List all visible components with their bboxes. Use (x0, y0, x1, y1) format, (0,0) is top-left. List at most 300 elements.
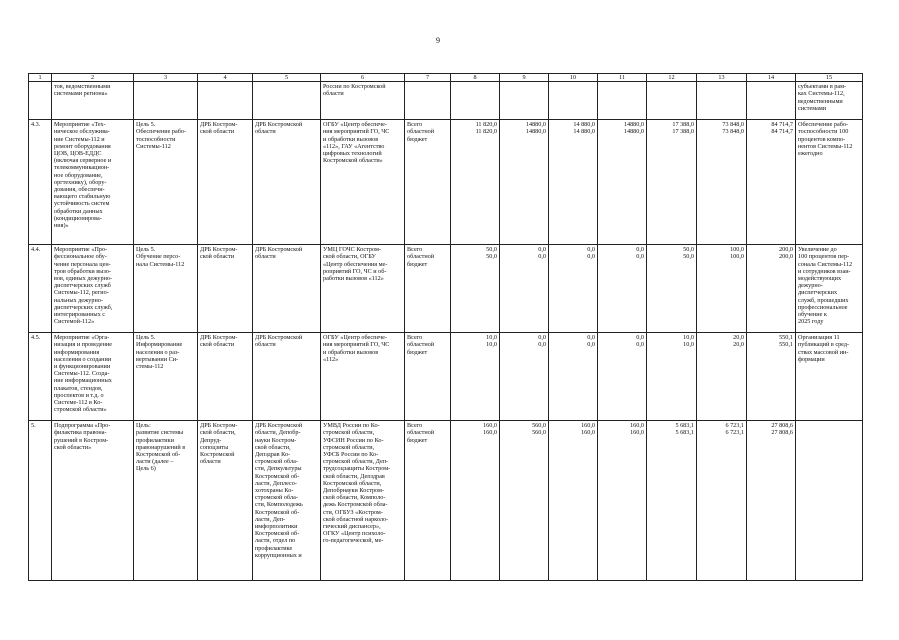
row-id: 4.3. (29, 120, 52, 245)
cell-line: Депруд- (200, 436, 222, 444)
table-row (29, 333, 863, 421)
cell-line: сти, Комполодежь (255, 501, 303, 509)
cell-line: 10,0 (683, 334, 694, 342)
source-cell (405, 82, 451, 120)
cell-line: 0,0 (538, 246, 546, 254)
cell-line: ласти, Деп- (255, 515, 286, 523)
cell-line: областной (407, 253, 435, 261)
value-2025-cell (747, 245, 796, 333)
cell-line: стромской области» (54, 406, 107, 414)
cell-line: хотохраны Ко- (255, 487, 294, 495)
cell-line: ской области, Комполо- (323, 494, 386, 502)
cell-line: публикаций в сред- (798, 341, 850, 349)
cell-line: нальных дежурно- (54, 296, 103, 304)
cell-line: Всего (407, 422, 423, 430)
cell-line: ской областной нарколо- (323, 515, 389, 523)
cell-line: 20,0 (733, 334, 744, 342)
cell-line: 73 848,0 (722, 128, 744, 136)
value-2022-cell (598, 245, 647, 333)
goal-cell (134, 333, 198, 421)
cell-line: плакатов, стендов, (54, 384, 103, 392)
cell-line: 0,0 (538, 253, 546, 261)
cell-line: 160,0 (483, 429, 497, 437)
cell-line: 0,0 (538, 341, 546, 349)
cell-line: ЦОВ, ЦОВ-ЕДДС (54, 150, 102, 158)
cell-line: 10,0 (683, 341, 694, 349)
cell-line: цифровых технологий (323, 150, 382, 158)
cell-line: 14880,0 (525, 121, 546, 129)
cell-line: вающего стабильную (54, 193, 111, 201)
cell-line: области (255, 253, 276, 261)
cell-line: ствах массовой ин- (798, 348, 849, 356)
cell-line: Мероприятие «Тех- (54, 121, 106, 129)
cell-line: 160,0 (630, 422, 644, 430)
column-number: 11 (598, 74, 647, 82)
cell-line: 10,0 (486, 334, 497, 342)
cell-line: 6 723,1 (725, 429, 744, 437)
result-cell (796, 120, 863, 245)
cell-line: УМЦ ГОЧС Костром- (323, 246, 381, 254)
cell-line: Системы-112. Созда- (54, 370, 110, 378)
cell-line: Цель 5. (136, 121, 156, 129)
value-2023-cell (647, 333, 697, 421)
cell-line: 0,0 (636, 253, 644, 261)
cell-line: 5 683,1 (675, 422, 694, 430)
cell-line: 50,0 (486, 246, 497, 254)
cell-line: вов, единых дежурно- (54, 275, 113, 283)
cell-line: 160,0 (630, 429, 644, 437)
value-2024-cell (697, 82, 747, 120)
cell-line: 550,1 (779, 341, 793, 349)
cell-line: и функционировании (54, 363, 111, 371)
cell-line: роприятий ГО, ЧС и об- (323, 267, 387, 275)
cell-line: ремонт оборудования (54, 142, 111, 150)
cell-line: Подпрограмма «Про- (54, 422, 111, 430)
cell-line: 50,0 (683, 253, 694, 261)
cell-line: ласти (далее – (136, 458, 174, 466)
cell-line: профилактики (136, 436, 174, 444)
cell-line: и обработки вызовов (323, 348, 379, 356)
cell-line: обучение к (798, 311, 827, 319)
cell-line: 100,0 (730, 246, 744, 254)
column-number: 9 (500, 74, 549, 82)
column-number: 4 (198, 74, 253, 82)
row-id: 4.5. (29, 333, 52, 421)
cell-line: ской области, (200, 429, 236, 437)
participants-cell (321, 333, 405, 421)
cell-line: «112», ГАУ «Агентство (323, 142, 385, 150)
cell-line: субъектами в рам- (798, 83, 847, 91)
cell-line: Обучение персо- (136, 253, 181, 261)
responsible-cell (198, 82, 253, 120)
cell-line: тов, ведомственными (54, 83, 111, 91)
cell-line: ОГБУ «Центр обеспече- (323, 121, 387, 129)
responsible-cell (198, 333, 253, 421)
cell-line: коррупционных и (255, 551, 302, 559)
cell-line: 14880,0 (623, 128, 644, 136)
column-number: 3 (134, 74, 198, 82)
cell-line: имфорполитики (255, 523, 298, 531)
value-2021-cell (549, 120, 598, 245)
cell-line: системами региона» (54, 90, 108, 98)
value-2023-cell (647, 245, 697, 333)
cell-line: сти, ОГБУЗ «Костром- (323, 508, 383, 516)
row-id: 4.4. (29, 245, 52, 333)
cell-line: стромской обла- (255, 458, 298, 466)
cell-line: ния мероприятий ГО, ЧС (323, 341, 390, 349)
column-number: 2 (52, 74, 134, 82)
participants-cell (321, 120, 405, 245)
cell-line: Цель: (136, 422, 151, 430)
row-id: 5. (29, 421, 52, 581)
responsible-cell (198, 120, 253, 245)
cell-line: 2025 году (798, 318, 824, 326)
cell-line: процентов компо- (798, 135, 846, 143)
value-2025-cell (747, 333, 796, 421)
cell-line: го-педагогической, ме- (323, 537, 384, 545)
cell-line: ведомственными (798, 97, 843, 105)
cell-line: 0,0 (538, 334, 546, 342)
value-2020-cell (500, 120, 549, 245)
value-2022-cell (598, 82, 647, 120)
cell-line: 160,0 (581, 429, 595, 437)
value-2025-cell (747, 82, 796, 120)
cell-line: Костромской об- (255, 472, 300, 480)
cell-line: диспетчерских служб (54, 282, 111, 290)
cell-line: 17 388,0 (672, 121, 694, 129)
cell-line: 11 820,0 (475, 121, 497, 129)
cell-line: 550,1 (779, 334, 793, 342)
cell-line: 73 848,0 (722, 121, 744, 129)
cell-line: правонарушений в (136, 443, 186, 451)
cell-line: 160,0 (581, 422, 595, 430)
cell-line: Системой-112» (54, 318, 95, 326)
cell-line: бюджет (407, 348, 428, 356)
value-2020-cell (500, 421, 549, 581)
cell-line: Обеспечение рабо- (798, 121, 849, 129)
cell-line: области, Депобр- (255, 429, 301, 437)
column-number: 1 (29, 74, 52, 82)
cell-line: Цель 6) (136, 465, 156, 473)
source-cell (405, 333, 451, 421)
cell-line: 200,0 (779, 253, 793, 261)
table-row (29, 421, 863, 581)
cell-line: областной (407, 341, 435, 349)
cell-line: 0,0 (636, 334, 644, 342)
value-2024-cell (697, 120, 747, 245)
cell-line: (включая серверное и (54, 157, 112, 165)
cell-line: Костромской области, (323, 479, 382, 487)
coexecutor-cell (253, 120, 321, 245)
cell-line: ской области (200, 128, 235, 136)
cell-line: 11 820,0 (475, 128, 497, 136)
column-number: 10 (549, 74, 598, 82)
value-2022-cell (598, 421, 647, 581)
cell-line: 14880,0 (525, 128, 546, 136)
cell-line: ДРБ Костромской (255, 246, 303, 254)
cell-line: дования, обеспечи- (54, 186, 105, 194)
program-table (28, 73, 863, 581)
cell-line: УМВД России по Ко- (323, 422, 380, 430)
cell-line: Обеспечение рабо- (136, 128, 187, 136)
cell-line: Информирование (136, 341, 183, 349)
cell-line: 50,0 (683, 246, 694, 254)
cell-line: бюджет (407, 436, 428, 444)
cell-line: ОГБУ «Центр обеспече- (323, 334, 387, 342)
cell-line: обработки данных (54, 207, 103, 215)
cell-line: дежурно- (798, 282, 823, 290)
cell-line: Организация 11 (798, 334, 840, 342)
value-2021-cell (549, 82, 598, 120)
cell-line: 160,0 (483, 422, 497, 430)
column-number: 14 (747, 74, 796, 82)
cell-line: проспектов и т.д. о (54, 391, 104, 399)
cell-line: 6 723,1 (725, 422, 744, 430)
value-2020-cell (500, 333, 549, 421)
value-2022-cell (598, 333, 647, 421)
cell-line: Системе-112 в Ко- (54, 399, 103, 407)
event-cell (52, 82, 134, 120)
cell-line: стромской области, (323, 429, 375, 437)
cell-line: ской области, (255, 443, 291, 451)
cell-line: Всего (407, 334, 423, 342)
cell-line: 0,0 (587, 246, 595, 254)
cell-line: низация и проведение (54, 341, 112, 349)
result-cell (796, 82, 863, 120)
cell-line: ДРБ Костром- (200, 334, 238, 342)
responsible-cell (198, 245, 253, 333)
value-2022-cell (598, 120, 647, 245)
value-total-cell (451, 82, 500, 120)
cell-line: 5 683,1 (675, 429, 694, 437)
cell-line: филактика правона- (54, 429, 107, 437)
cell-line: Системы-112 (136, 142, 171, 150)
cell-line: ласти, Деплесо- (255, 479, 297, 487)
cell-line: ской области, Депздрав (323, 472, 385, 480)
cell-line: населения о раз- (136, 348, 180, 356)
cell-line: УФСИН России по Ко- (323, 436, 384, 444)
result-cell (796, 333, 863, 421)
cell-line: 50,0 (486, 253, 497, 261)
goal-cell (134, 421, 198, 581)
cell-line: ласти, отдел по (255, 537, 296, 545)
cell-line: «Центр обеспечения ме- (323, 260, 388, 268)
cell-line: населения о создании (54, 355, 112, 363)
coexecutor-cell (253, 245, 321, 333)
cell-line: системами (798, 104, 827, 112)
coexecutor-cell (253, 82, 321, 120)
value-2020-cell (500, 82, 549, 120)
cell-line: формации (798, 355, 825, 363)
cell-line: 560,0 (532, 422, 546, 430)
cell-line: Цель 5. (136, 334, 156, 342)
cell-line: 0,0 (587, 253, 595, 261)
cell-line: трудсоцзащиты Костром- (323, 465, 391, 473)
cell-line: телекоммуникацион- (54, 164, 110, 172)
cell-line: 0,0 (636, 246, 644, 254)
cell-line: 27 808,6 (771, 429, 793, 437)
cell-line: ное оборудование, (54, 171, 103, 179)
cell-line: профессиональное (798, 303, 848, 311)
cell-line: 560,0 (532, 429, 546, 437)
cell-line: ническое обслужива- (54, 128, 110, 136)
cell-line: вертывании Си- (136, 355, 179, 363)
cell-line: ние информационных (54, 377, 112, 385)
cell-line: развитие системы (136, 429, 184, 437)
participants-cell (321, 245, 405, 333)
value-2024-cell (697, 245, 747, 333)
cell-line: стромской обла- (255, 494, 298, 502)
cell-line: стромской области, (323, 443, 375, 451)
table-row (29, 82, 863, 120)
goal-cell (134, 82, 198, 120)
cell-line: ДРБ Костромской (255, 121, 303, 129)
column-number: 8 (451, 74, 500, 82)
value-total-cell (451, 333, 500, 421)
cell-line: 14 880,0 (573, 128, 595, 136)
cell-line: нентов Системы-112 (798, 142, 853, 150)
responsible-cell (198, 421, 253, 581)
cell-line: 14 880,0 (573, 121, 595, 129)
column-number: 7 (405, 74, 451, 82)
cell-line: Костромской об- (255, 508, 300, 516)
source-cell (405, 421, 451, 581)
cell-line: ДРБ Костром- (200, 422, 238, 430)
cell-line: ской области (200, 341, 235, 349)
cell-line: ДРБ Костромской (255, 334, 303, 342)
cell-line: диспетчерских служб, (54, 303, 113, 311)
cell-line: «112» (323, 355, 339, 363)
cell-line: 84 714,7 (771, 128, 793, 136)
event-cell (52, 245, 134, 333)
cell-line: России по Костромской (323, 83, 386, 91)
cell-line: 14880,0 (623, 121, 644, 129)
cell-line: 0,0 (587, 334, 595, 342)
column-number: 15 (796, 74, 863, 82)
cell-line: сти, Депкультуры (255, 465, 302, 473)
cell-line: Депздрав Ко- (255, 451, 291, 459)
value-2023-cell (647, 120, 697, 245)
cell-line: Депобрнауки Костром- (323, 487, 385, 495)
cell-line: 100 процентов пер- (798, 253, 850, 261)
cell-line: Цель 5. (136, 246, 156, 254)
cell-line: Костромской об- (136, 451, 181, 459)
cell-line: 27 808,6 (771, 422, 793, 430)
cell-line: области (323, 90, 344, 98)
value-total-cell (451, 421, 500, 581)
cell-line: устойчивость систем (54, 200, 110, 208)
cell-line: 0,0 (636, 341, 644, 349)
cell-line: бюджет (407, 260, 428, 268)
table-row (29, 120, 863, 245)
cell-line: области (200, 458, 221, 466)
cell-line: науки Костром- (255, 436, 297, 444)
cell-line: 10,0 (486, 341, 497, 349)
cell-line: областной (407, 429, 435, 437)
column-number: 13 (697, 74, 747, 82)
event-cell (52, 421, 134, 581)
value-2023-cell (647, 421, 697, 581)
cell-line: ской области» (54, 443, 92, 451)
cell-line: фессиональное обу- (54, 253, 107, 261)
cell-line: Костромской (200, 451, 235, 459)
cell-line: ДРБ Костромской (255, 422, 303, 430)
value-total-cell (451, 120, 500, 245)
value-2024-cell (697, 421, 747, 581)
column-number: 12 (647, 74, 697, 82)
cell-line: области (255, 128, 276, 136)
cell-line: Увеличение до (798, 246, 837, 254)
header-row (29, 74, 863, 82)
value-2024-cell (697, 333, 747, 421)
cell-line: сопоцзиты (200, 443, 229, 451)
cell-line: (кондиционирова- (54, 214, 102, 222)
value-total-cell (451, 245, 500, 333)
source-cell (405, 120, 451, 245)
cell-line: рушений в Костром- (54, 436, 109, 444)
cell-line: 20,0 (733, 341, 744, 349)
cell-line: информирования (54, 348, 100, 356)
value-2021-cell (549, 245, 598, 333)
cell-line: ния)» (54, 222, 69, 230)
cell-line: бюджет (407, 135, 428, 143)
cell-line: ежегодно (798, 150, 823, 158)
cell-line: УФСБ России по Ко- (323, 451, 379, 459)
cell-line: 84 714,7 (771, 121, 793, 129)
cell-line: ДРБ Костром- (200, 246, 238, 254)
cell-line: стемы-112 (136, 363, 164, 371)
cell-line: Мероприятие «Орга- (54, 334, 110, 342)
cell-line: ской области (200, 253, 235, 261)
value-2025-cell (747, 421, 796, 581)
event-cell (52, 333, 134, 421)
cell-line: чение персонала цен- (54, 260, 111, 268)
coexecutor-cell (253, 333, 321, 421)
cell-line: гический диспансер», (323, 523, 381, 531)
cell-line: Системы-112, регио- (54, 289, 109, 297)
cell-line: диспетчерских (798, 289, 838, 297)
result-cell (796, 421, 863, 581)
goal-cell (134, 120, 198, 245)
participants-cell (321, 82, 405, 120)
cell-line: ской области, ОГБУ (323, 253, 376, 261)
result-cell (796, 245, 863, 333)
cell-line: 17 388,0 (672, 128, 694, 136)
value-2021-cell (549, 333, 598, 421)
table-row (29, 245, 863, 333)
cell-line: 200,0 (779, 246, 793, 254)
value-2025-cell (747, 120, 796, 245)
cell-line: Костромской области» (323, 157, 383, 165)
column-number: 6 (321, 74, 405, 82)
cell-line: ДРБ Костром- (200, 121, 238, 129)
value-2021-cell (549, 421, 598, 581)
cell-line: дежь Костромской обла- (323, 501, 388, 509)
value-2020-cell (500, 245, 549, 333)
row-id (29, 82, 52, 120)
cell-line: тоспособности 100 (798, 128, 849, 136)
cell-line: и сотрудников взаи- (798, 267, 851, 275)
cell-line: ОГКУ «Центр психоло- (323, 530, 386, 538)
cell-line: Всего (407, 246, 423, 254)
participants-cell (321, 421, 405, 581)
cell-line: служб, прошедших (798, 296, 849, 304)
page-number: 9 (436, 36, 440, 45)
cell-line: Всего (407, 121, 423, 129)
coexecutor-cell (253, 421, 321, 581)
cell-line: стромской области, Деп- (323, 458, 389, 466)
cell-line: и обработки вызовов (323, 135, 379, 143)
